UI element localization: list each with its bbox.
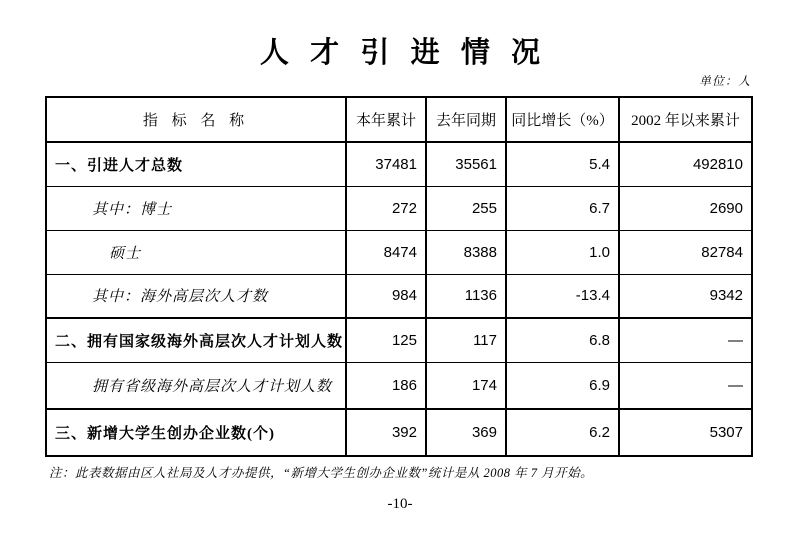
row-value: 369: [426, 409, 506, 456]
row-value: 2690: [619, 186, 752, 230]
row-value: 392: [346, 409, 426, 456]
column-header-yoy-growth: 同比增长（%）: [506, 97, 619, 142]
table-row: [46, 409, 752, 456]
table-header-row: [46, 97, 752, 142]
row-label: 硕士: [46, 230, 346, 274]
row-value: 255: [426, 186, 506, 230]
page-title: 人 才 引 进 情 况: [259, 37, 548, 69]
page-number: -10-: [387, 496, 413, 512]
row-value: 5.4: [506, 142, 619, 186]
row-value: 174: [426, 362, 506, 409]
table-row: [46, 186, 752, 230]
row-value: 9342: [619, 274, 752, 318]
row-value: 6.8: [506, 318, 619, 362]
row-value: -13.4: [506, 274, 619, 318]
column-header-this-year-total: 本年累计: [346, 97, 426, 142]
row-label: 一、引进人才总数: [46, 142, 346, 186]
row-value: 6.9: [506, 362, 619, 409]
row-value: 82784: [619, 230, 752, 274]
row-value: —: [619, 318, 752, 362]
table-footnote: 注：此表数据由区人社局及人才办提供，“新增大学生创办企业数”统计是从 2008 年 7 月开始。: [49, 466, 594, 480]
talent-stats-table: [45, 96, 753, 457]
row-value: 492810: [619, 142, 752, 186]
row-value: 37481: [346, 142, 426, 186]
row-value: 125: [346, 318, 426, 362]
column-header-indicator-name: 指 标 名 称: [46, 97, 346, 142]
row-value: 117: [426, 318, 506, 362]
unit-label: 单位：人: [698, 74, 751, 88]
column-header-last-year-same-period: 去年同期: [426, 97, 506, 142]
row-value: 1136: [426, 274, 506, 318]
row-label: 拥有省级海外高层次人才计划人数: [46, 362, 346, 409]
row-value: 6.2: [506, 409, 619, 456]
table-row: [46, 318, 752, 362]
row-value: 35561: [426, 142, 506, 186]
row-value: 8388: [426, 230, 506, 274]
row-value: 5307: [619, 409, 752, 456]
row-value: 984: [346, 274, 426, 318]
row-value: 186: [346, 362, 426, 409]
row-label: 三、新增大学生创办企业数(个): [46, 409, 346, 456]
table-body: [46, 142, 752, 456]
row-value: 6.7: [506, 186, 619, 230]
row-value: 272: [346, 186, 426, 230]
column-header-total-since-2002: 2002 年以来累计: [619, 97, 752, 142]
row-label: 其中：海外高层次人才数: [46, 274, 346, 318]
row-value: —: [619, 362, 752, 409]
table-header: [46, 97, 752, 142]
table-row: [46, 142, 752, 186]
row-value: 1.0: [506, 230, 619, 274]
table-row: [46, 274, 752, 318]
row-label: 二、拥有国家级海外高层次人才计划人数: [46, 318, 346, 362]
table-row: [46, 230, 752, 274]
row-value: 8474: [346, 230, 426, 274]
table-row: [46, 362, 752, 409]
row-label: 其中：博士: [46, 186, 346, 230]
